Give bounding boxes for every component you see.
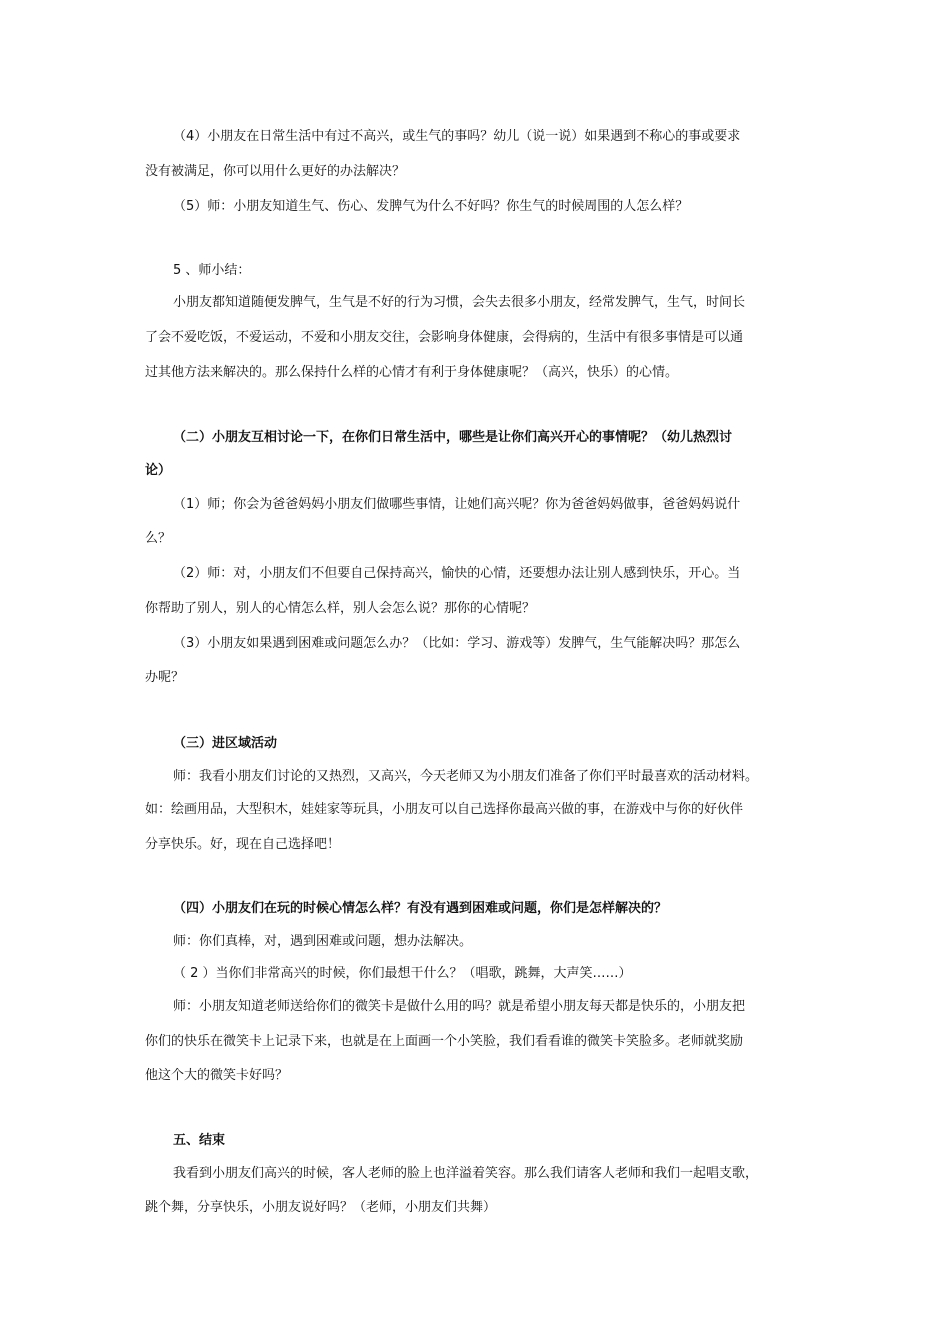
- section-2-item-1-line-2: 么？: [145, 531, 172, 546]
- section-3-line-3: 分享快乐。好，现在自己选择吧！: [145, 837, 341, 852]
- section-2-heading-line-2: 论）: [145, 463, 172, 478]
- section-4-line-5: 他这个大的微笑卡好吗？: [145, 1068, 289, 1083]
- summary-line-1: 小朋友都知道随便发脾气，生气是不好的行为习惯，会失去很多小朋友，经常发脾气，生气，时间长: [173, 295, 746, 310]
- summary-line-3: 过其他方法来解决的。那么保持什么样的心情才有利于身体健康呢？（高兴，快乐）的心情。: [145, 365, 679, 380]
- section-4-line-4: 你们的快乐在微笑卡上记录下来，也就是在上面画一个小笑脸，我们看看谁的微笑卡笑脸多。老师就奖励: [145, 1034, 744, 1049]
- section-3-heading: （三）进区域活动: [173, 736, 278, 751]
- section-4-heading: （四）小朋友们在玩的时候心情怎么样？有没有遇到困难或问题，你们是怎样解决的？: [173, 901, 668, 916]
- section-5-line-1: 我看到小朋友们高兴的时候，客人老师的脸上也洋溢着笑容。那么我们请客人老师和我们一起唱支歌，: [173, 1166, 759, 1181]
- paragraph-4-line-1: （4）小朋友在日常生活中有过不高兴，或生气的事吗？幼儿（说一说）如果遇到不称心的事或要求: [173, 129, 741, 144]
- section-3-line-2: 如：绘画用品，大型积木，娃娃家等玩具，小朋友可以自己选择你最高兴做的事，在游戏中与你的好伙伴: [145, 802, 744, 817]
- section-2-item-2-line-2: 你帮助了别人，别人的心情怎么样，别人会怎么说？那你的心情呢？: [145, 601, 536, 616]
- summary-title: 5 、师小结：: [173, 263, 251, 278]
- section-3-line-1: 师：我看小朋友们讨论的又热烈，又高兴，今天老师又为小朋友们准备了你们平时最喜欢的活动材料。: [173, 769, 759, 784]
- paragraph-5: （5）师：小朋友知道生气、伤心、发脾气为什么不好吗？你生气的时候周围的人怎么样？: [173, 199, 689, 214]
- section-2-heading-line-1: （二）小朋友互相讨论一下，在你们日常生活中，哪些是让你们高兴开心的事情呢？（幼儿热烈讨: [173, 430, 733, 445]
- section-2-item-2-line-1: （2）师：对，小朋友们不但要自己保持高兴，愉快的心情，还要想办法让别人感到快乐，开心。当: [173, 566, 741, 581]
- paragraph-4-line-2: 没有被满足，你可以用什么更好的办法解决？: [145, 164, 406, 179]
- section-2-item-3-line-2: 办呢？: [145, 670, 185, 685]
- section-5-line-2: 跳个舞，分享快乐，小朋友说好吗？（老师，小朋友们共舞）: [145, 1200, 497, 1215]
- section-4-line-1: 师：你们真棒，对，遇到困难或问题，想办法解决。: [173, 934, 473, 949]
- section-2-item-1-line-1: （1）师；你会为爸爸妈妈小朋友们做哪些事情，让她们高兴呢？你为爸爸妈妈做事，爸爸妈妈说什: [173, 497, 741, 512]
- section-4-line-3: 师：小朋友知道老师送给你们的微笑卡是做什么用的吗？就是希望小朋友每天都是快乐的，小朋友把: [173, 999, 746, 1014]
- section-2-item-3-line-1: （3）小朋友如果遇到困难或问题怎么办？（比如：学习、游戏等）发脾气，生气能解决吗？那怎么: [173, 636, 741, 651]
- section-4-line-2: （ 2 ）当你们非常高兴的时候，你们最想干什么？（唱歌，跳舞，大声笑……）: [173, 966, 632, 981]
- section-5-heading: 五、结束: [173, 1133, 226, 1148]
- summary-line-2: 了会不爱吃饭，不爱运动，不爱和小朋友交往，会影响身体健康，会得病的，生活中有很多事情是可以通: [145, 330, 744, 345]
